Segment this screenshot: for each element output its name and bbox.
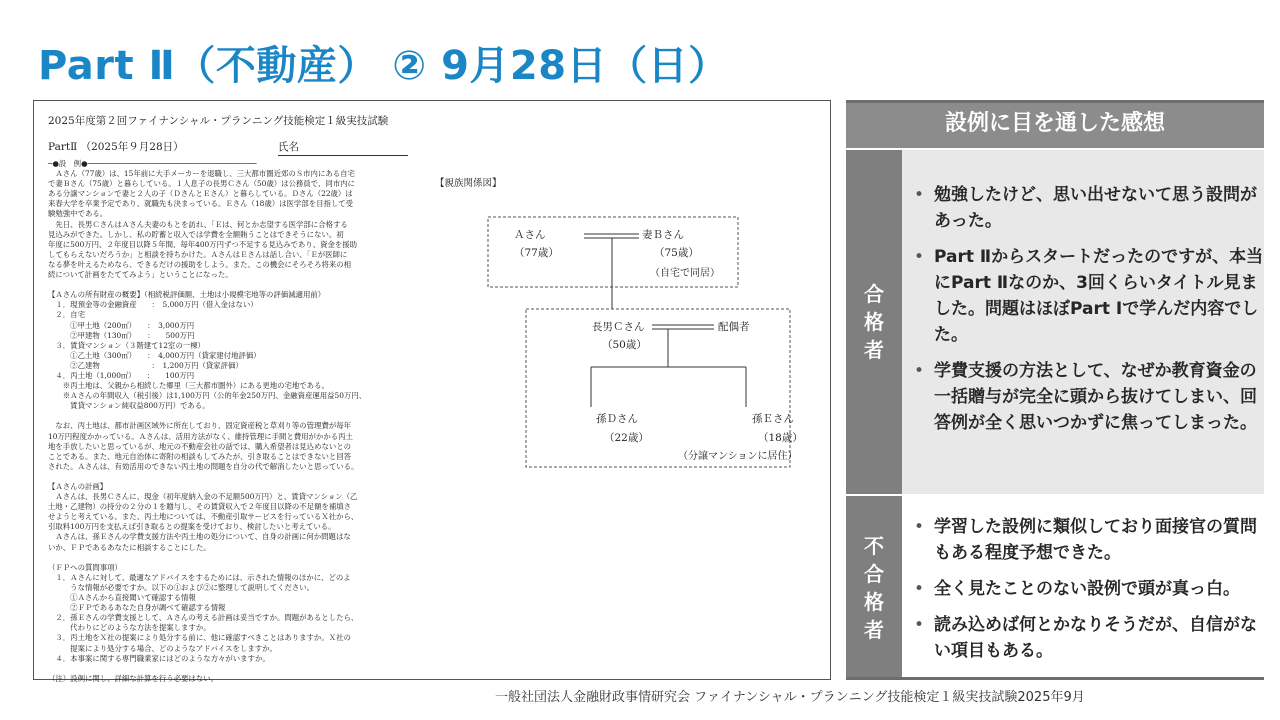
family-diagram-lines [434,201,824,601]
case-study-line: ①乙土地（300㎡） ： 4,000万円（貸家建付地評価） [48,350,261,360]
person-a-name: Ａさん [514,229,546,241]
case-study-line: 引取料100万円を支払えば引き取るとの提案を受けており、検討したいと考えている。 [48,522,336,532]
case-study-line: ※Ａさんの年間収入（税引後）は1,100万円（公的年金250万円、金融資産運用益50万円、 [48,391,367,401]
case-study-line: うな情報が必要ですか。以下の①および②に整理して説明してください。 [48,582,315,592]
side-label-char: 合 [864,282,884,306]
case-study-line: 【Ａさんの計画】 [48,482,108,491]
comment-item: • 全く見たことのない設例で頭が真っ白。 [914,576,1264,602]
case-study-line: ２．孫Ｅさんの学費支援として、Ａさんの考える計画は妥当ですか。問題があるとしたら、 [48,613,359,623]
passed-label-text [864,280,884,364]
source-footer: 一般社団法人金融財政事情研究会 ファイナンシャル・プランニング技能検定１級実技試験2025年9月 [495,690,1085,705]
case-study-line: （ＦＰへの質問事項） [48,562,122,572]
case-study-line: してもらえないだろうか」と相談を持ちかけた。ＡさんはＥさんは話し合い、「Ｅが医師に [48,249,348,259]
case-study-line: 提案により処分する場合、どのようなアドバイスをしますか。 [48,643,277,653]
case-study-line: 地を手放したいと思っているが、地元の不動産会社の話では、購入希望者は見込めないとの [48,441,352,451]
case-study-line: ある分譲マンションで妻と２人の子（ＤさんとＥさん）と暮らしている。Ｄさん（22歳）は [48,189,353,199]
diagram-caption: 【親族関係図】 [435,178,502,189]
passed-comments [902,150,1264,494]
failed-label-text [864,532,884,644]
case-study-line: ３．賃貸マンション（３階建て12室の一棟） [48,340,205,350]
name-field: 氏名 [278,139,408,156]
failed-comments [902,496,1264,680]
side-label-char: 不 [864,534,884,558]
case-study-line [48,411,424,421]
case-study-line: ３．丙土地をＸ社の提案により処分する前に、他に確認すべきことはありますか。Ｘ社の [48,633,351,643]
exam-document [33,100,831,683]
case-study-line: ※丙土地は、父親から相続した郷里（三大都市圏外）にある更地の宅地である。 [48,381,329,391]
case-study-line: Ａさん（77歳）は、15年前に大手メーカーを退職し、三大都市圏近郊のＳ市内にある自宅 [48,169,355,179]
case-study-line: ①Ａさんから直接聞いて確認する情報 [48,593,196,603]
case-study-line: 10万円程度かかっている。Ａさんは、活用方法がなく、維持管理に手間と費用がかかる丙土 [48,431,353,441]
case-study-line: ②ＦＰであるあなた自身が調べて確認する情報 [48,603,226,613]
case-study-line: いか、ＦＰであるあなたに相談することにした。 [48,542,211,552]
case-study-line: 続について計画をたててみよう」ということになった。 [48,270,233,280]
document-part-date: PartⅡ （2025年９月28日） [48,141,184,153]
case-study-line [48,280,424,290]
comment-item: • 読み込めば何とかなりそうだが、自信がない項目もある。 [914,612,1264,664]
comment-item: • 学習した設例に類似しており面接官の質問もある程度予想できた。 [914,514,1264,566]
child-family-box [526,309,790,467]
case-study-line: ②乙建物 ： 1,200万円（貸家評価） [48,360,243,370]
case-study-line [48,553,424,563]
panel-top-rule [846,100,1264,103]
side-label-char: 格 [864,310,884,334]
case-study-text [48,159,424,684]
case-study-line: 年度に500万円、２年度目以降５年間、毎年400万円ずつ不足する見込みであり、資金を援助 [48,239,358,249]
person-e-age: （18歳） [758,432,803,444]
case-study-line: 先日、長男ＣさんはＡさん夫妻のもとを訪れ、「Ｅは、何とか志望する医学部に合格する [48,219,348,229]
comment-item: • Part Ⅱからスタートだったのですが、本当にPart Ⅱなのか、3回くらいタイトル見ました。問題はほぼPart Ⅰで学んだ内容でした。 [914,244,1264,348]
case-study-line: （注）設例に関し、詳細な計算を行う必要はない。 [48,673,218,683]
case-study-line: ４．丙土地（1,000㎡） ： 100万円 [48,370,195,380]
case-study-line [48,472,424,482]
case-study-line: された。Ａさんは、有効活用のできない丙土地の問題を自分の代で解消したいと思っている。 [48,461,359,471]
panel-bottom-rule [846,677,1264,680]
document-header: 2025年度第２回ファイナンシャル・プランニング技能検定１級実技試験 [48,115,389,127]
person-d-name: 孫Ｄさん [596,413,638,425]
person-c-note: （分譲マンションに居住） [678,451,798,462]
person-b-name: 妻Ｂさん [642,229,684,241]
failed-label [846,496,902,680]
case-study-line: ２．自宅 [48,310,85,320]
person-c-name: 長男Ｃさん [592,321,645,333]
spouse-name: 配偶者 [718,321,750,333]
case-study-line: で妻Ｂさん（75歳）と暮らしている。１人息子の長男Ｃさん（50歳）は公務員で、同市内に [48,179,355,189]
case-study-line: 験勉強中である。 [48,209,108,219]
person-c-age: （50歳） [602,339,647,351]
case-study-line [48,664,424,674]
case-study-line: １．現預金等の金融資産 ： 5,000万円（借入金はない） [48,300,258,310]
person-a-age: （77歳） [514,247,559,259]
case-study-line: 賃貸マンション純収益800万円）である。 [48,401,210,411]
case-study-line: 来春大学を卒業予定であり、就職先も決まっている。Ｅさん（18歳）は医学部を目指して受 [48,199,354,209]
side-label-char: 者 [864,618,884,642]
case-study-line: せようと考えている。また、丙土地については、不動産引取サービスを行っているＸ社から、 [48,512,359,522]
person-b-age: （75歳） [654,247,699,259]
case-study-line: Ａさんは、孫Ｅさんの学費支援方法や丙土地の処分について、自身の計画に何か問題はな [48,532,351,542]
side-label-char: 合 [864,562,884,586]
case-study-line: 土地・乙建物）の持分の２分の１を贈与し、その賃貸収入で２年度目以降の不足額を補填さ [48,502,352,512]
case-study-line: なる夢を叶えるためなら、できるだけの援助をしよう。また、この機会にそろそろ将来の相 [48,259,352,269]
impressions-panel [846,100,1264,680]
family-diagram [434,201,824,601]
case-study-line: ことである。また、地元自治体に寄附の相談もしてみたが、引き取ることはできないと回答 [48,451,352,461]
case-study-line: 【Ａさんの所有財産の概要】（相続税評価額、土地は小規模宅地等の評価減適用前） [48,290,326,300]
case-study-line: １．Ａさんに対して、最適なアドバイスをするためには、示された情報のほかに、どのよ [48,572,351,582]
case-study-line: ②甲建物（130㎡） ： 500万円 [48,330,195,340]
case-study-line: なお、丙土地は、都市計画区域外に所在しており、固定資産税と草刈り等の管理費が毎年 [48,421,352,431]
page-title: Part Ⅱ（不動産） ② 9月28日（日） [38,43,729,89]
person-b-note: （自宅で同居） [650,268,720,279]
person-e-name: 孫Ｅさん [752,413,794,425]
case-study-line: ４．本事案に関する専門職業家にはどのような方々がいますか。 [48,653,270,663]
case-study-line: 見込みができた。しかし、私の貯蓄と収入では学費を全額賄うことはできそうにない。初 [48,229,344,239]
case-study-line: ─●設 例●────────────────────────────────────── [48,159,257,168]
person-d-age: （22歳） [604,432,649,444]
case-study-line: ①甲土地（200㎡） ： 3,000万円 [48,320,195,330]
side-label-char: 者 [864,338,884,362]
panel-header: 設例に目を通した感想 [846,100,1264,148]
comment-item: • 学費支援の方法として、なぜか教育資金の一括贈与が完全に頭から抜けてしまい、回答例が全く思いつかずに焦ってしまった。 [914,358,1264,436]
comment-item: • 勉強したけど、思い出せないて思う設問があった。 [914,182,1264,234]
case-study-line: Ａさんは、長男Ｃさんに、現金（初年度納入金の不足額500万円）と、賃貸マンション（乙 [48,492,358,502]
side-label-char: 格 [864,590,884,614]
passed-label [846,150,902,494]
case-study-line: 代わりにどのような方法を提案しますか。 [48,623,211,633]
